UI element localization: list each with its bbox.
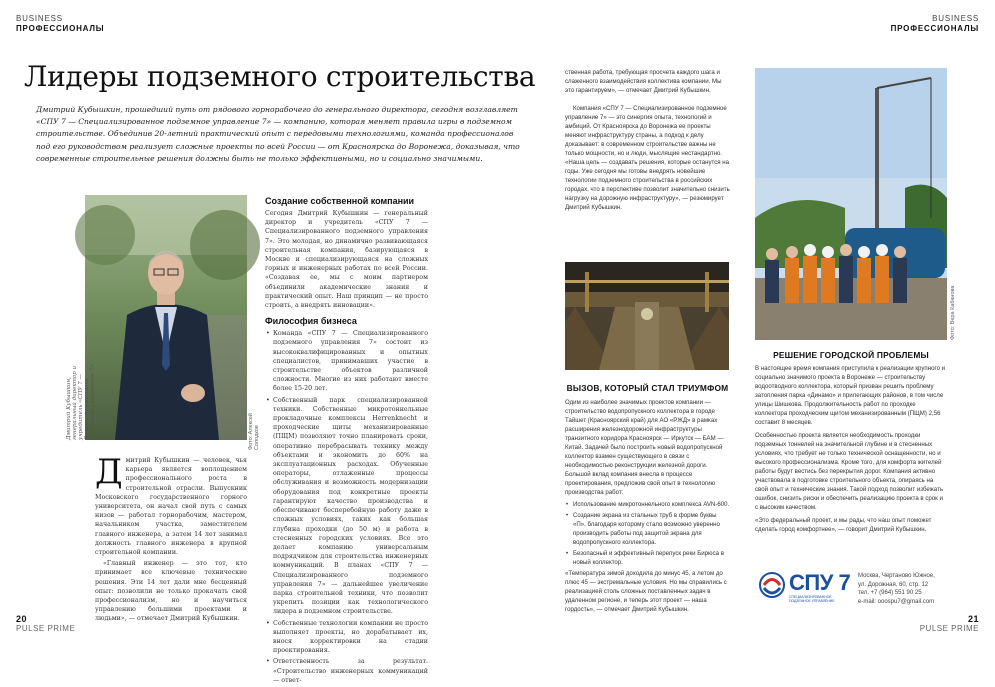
section-paragraph: Одим из наиболее значимых проектов компании — строительство водопропускного коллектора в городе Тайшет (Красноярский край) для АО «РЖД» в рамках расширения железнодорожной инфраструктуры транзитного коридора Красноярск — Иркутск — БАМ — Китай. Задачей было построить новый водопропускной коллектор взамен существующего в связи с необходимостью реконструкции железной дороги. Большой вклад компания внесла в процессе проектирования, предложив свой опыт в технологию производства работ: [565, 399, 724, 496]
tunnel-photo [565, 262, 729, 370]
philosophy-list [265, 329, 428, 685]
column-2 [265, 196, 428, 687]
quote-paragraph: «Это федеральный проект, и мы рады, что наш опыт поможет сделать город комфортнее», — говорит Дмитрий Кубышкин. [755, 517, 932, 533]
list-item: • Собственные технологии компании не просто выполняет проекты, но дорабатывает их, внося корректировки на стадии проектирования. [265, 619, 428, 656]
list-item: • Собственный парк специализированной техники. Собственные микротоннельные прокладочные комплексы Herrenknecht и проходческие щиты механизированные (ПЩМ) позволяют точно планировать сроки, оперативно перебрасывать технику между объектами и экономить до 60% на эксплуатационных расходах. Обученные операторы, отлаженные процессы обслуживания и возможность модернизации оборудования под конкретные проекты гарантируют качество производства и обеспечивают бесперебойную работу даже в сложных условиях, таких как большая глубина проходки (до 50 м) и работа в стесненных городских условиях. Все это делает компанию универсальным подрядчиком для строительства инженерных коммуникаций. В планах «СПУ 7 — Специализированного подземного управления 7» — дальнейшее увеличение парка строительной техники, что позволит укрепить позиции как технологического лидера в подземном строительстве. [265, 396, 428, 617]
contact-address: Москва, Чертаново Южное, [858, 573, 935, 579]
contact-street: ул. Дорожная, 60, стр. 12 [858, 581, 929, 588]
contact-email[interactable]: e-mail: ooospu7@gmail.com [858, 598, 935, 605]
column-paragraph: ственная работа, требующая просчета каждого шага и слаженного взаимодействия коллектива компании. Мы это гарантируем», — отмечает Дмитрий Кубышкин. [565, 69, 722, 94]
quote-paragraph: «Температура зимой доходила до минус 45, а летом до плюс 45 — экстремальные условия. Но мы справились с реализацией столь сложных поставленных задач в удаленном регионе, и теперь этот проект — наша гордость», — отмечает Дмитрий Кубышкин. [565, 570, 727, 613]
list-item: • Команда «СПУ 7 — Специализированного подземного управления 7» состоит из высококвалифицированных и опытных специалистов, принимавших участие в строительстве объектов различной сложности. Многие из них работают вместе более 15-20 лет. [265, 329, 428, 393]
header-section: ПРОФЕССИОНАЛЫ [890, 24, 979, 33]
intro-paragraph-2: «Главный инженер — это тот, кто принимает все ключевые технические решения. Эти 14 лет дали мне бесценный опыт: позволили не только прокачать свой профессионализм, но и научиться управлению большими проектами и людьми», — отмечает Дмитрий Кубышкин. [95, 560, 247, 623]
header-category: BUSINESS [932, 14, 979, 23]
magazine-name: PULSE PRIME [16, 624, 76, 633]
section-paragraph: В настоящее время компания приступила к реализации крупного и социально значимого проекта в Воронеже — строительству водоотводного коллектора, который призван решить проблему затопления парка «Динамо» и прилегающих районов, в том числе улицы Шишкова. Продолжительность работ по проходке коллектора проходческим щитом механизированным (ПЩМ) 2,56 составит 8 месяцев. [755, 365, 946, 426]
company-logo [755, 568, 855, 608]
list-item: • Ответственность за результат. «Строительство инженерных коммуникаций — ответ- [265, 657, 428, 685]
article-title: Лидеры подземного строительства [24, 60, 536, 93]
magazine-name: PULSE PRIME [919, 624, 979, 633]
list-item: • Безопасный и эффективный перепуск реки Бирюса в новый коллектор. [565, 549, 730, 567]
portrait-photo [85, 195, 247, 440]
logo-subtitle: СПЕЦИАЛИЗИРОВАННОЕ ПОДЗЕМНОЕ УПРАВЛЕНИЕ [789, 595, 835, 603]
column-paragraph: Компания «СПУ 7 — Специализированное подземное управление 7» — это синергия опыта, технологий и амбиций. От Красноярска до Воронежа ее проекты меняют инфраструктуру страны, а подход к делу доказывает: в современном строительстве важны не только мощности, но и люди, мыслящие нестандартно. «Наша цель — создавать решения, которые останутся на годы. Уже сегодня мы готовы внедрять новейшие технологии подземного строительства в российских городах, что в перспективе позволит значительно снизить нагрузку на дорожную инфраструктуру», — резюмирует Дмитрий Кубышкин. [565, 105, 730, 211]
section-heading: Создание собственной компании [265, 196, 415, 206]
section-paragraph: Особенностью проекта является необходимость проходки подземных тоннелей на значительной глубине и в стесненных условиях, что требует не только технической оснащенности, но и высокого профессионализма. Кроме того, для комфорта жителей работы будут вестись без перекрытия дорог. Компания активно участвовала в подготовке строительного объекта, опираясь на свой опыт и технические знания. Такой подход позволит избежать ошибок, снизить риски и обеспечить реализацию проекта в срок и с высоким качеством. [755, 432, 944, 511]
section-heading: Философия бизнеса [265, 316, 357, 327]
logo-wordmark: СПУ 7 [789, 570, 851, 595]
article-lead: Дмитрий Кубышкин, прошедший путь от рядового горнорабочего до генерального директора, сегодня возглавляет «СПУ 7 — Специализированное подземное управление 7» — компанию, которая меняет правила игры в подземном строительстве. Объединив 20-летний практический опыт с передовыми технологиями, команда профессионалов под его руководством реализует сложные проекты по всей России — от Красноярска до Воронежа, доказывая, что современные строительные решения должны быть не только эффективными, но и социально значимыми. [36, 105, 520, 163]
technology-list [565, 500, 730, 567]
logo-icon [759, 572, 785, 598]
drop-cap: Д [95, 452, 123, 492]
intro-paragraph-1: митрий Кубышкин — человек, чья карьера является воплощением профессионального роста в строительной отрасли. Выпускник Московского государственного горного университета, он начал свой путь с самых низов — работал горнорабочим, мастером, начальником участка, заместителем главного инженера, а затем 14 лет занимал должность главного инженера в крупной строительной компании. [95, 457, 247, 557]
list-item: • Использование микротоннельного комплекса AVN-600. [565, 500, 730, 509]
list-item: • Создание экрана из стальных труб в форме буквы «П», благодаря которому стало возможно уверенно производить работы под защитой экрана для водопропускного коллектора. [565, 511, 730, 547]
contacts-block [858, 572, 948, 606]
section-paragraph: Сегодня Дмитрий Кубышкин — генеральный директор и учредитель «СПУ 7 — Специализированного подземного управления 7». Это молодая, но динамично развивающаяся строительная компания, базирующаяся в Москве и специализирующаяся на сложных горных и инженерных работах по всей России. «Создавая ее, мы с моим партнером объединили академические знания и практический опыт. Наш принцип — не просто строить, а внедрять инновации». [265, 210, 428, 310]
photo-caption: Дмитрий Кубышкин, генеральный директор и учредитель «СПУ 7 — Специализированное подземное управление 7» [66, 364, 96, 440]
section-header-right [891, 14, 979, 34]
page-number: 20 [16, 614, 28, 624]
column-4 [755, 350, 947, 534]
column-3-lower [565, 383, 730, 614]
header-category: BUSINESS [16, 14, 63, 23]
page-footer-left [16, 614, 75, 634]
team-photo [755, 68, 947, 340]
page-number: 21 [967, 614, 979, 624]
team-photo-credit: Фото: Вера Кабанова [950, 285, 956, 340]
page-footer-right [920, 614, 979, 634]
section-heading: РЕШЕНИЕ ГОРОДСКОЙ ПРОБЛЕМЫ [773, 350, 929, 360]
intro-column [95, 452, 247, 626]
column-3 [565, 68, 730, 214]
section-header-left [16, 14, 104, 34]
header-section: ПРОФЕССИОНАЛЫ [16, 24, 105, 33]
section-heading: ВЫЗОВ, КОТОРЫЙ СТАЛ ТРИУМФОМ [566, 383, 729, 393]
photo-credit: Фото: Алексей Солодков [248, 413, 260, 450]
contact-phone[interactable]: тел. +7 (964) 551 90 25 [858, 590, 922, 597]
